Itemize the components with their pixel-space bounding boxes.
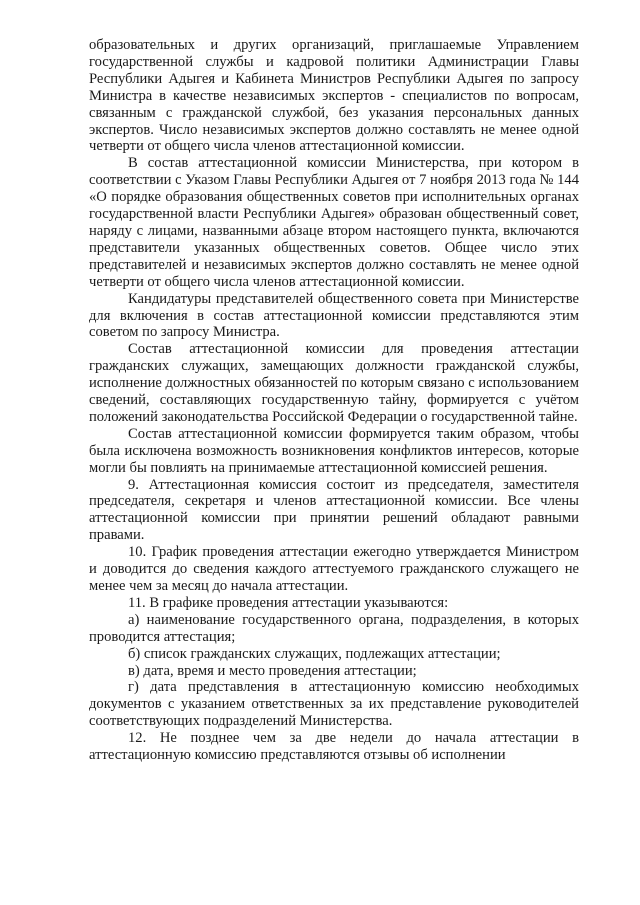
list-item-g: г) дата представления в аттестационную комиссию необходимых документов с указанием ответственных за их представление руководителей соответствующих подразделений Министерства. [89, 679, 579, 730]
list-item-b: б) список гражданских служащих, подлежащих аттестации; [128, 645, 501, 662]
list-item-a: а) наименование государственного органа, подразделения, в которых проводится аттестация; [89, 611, 579, 645]
paragraph-council-candidates: Кандидатуры представителей общественного совета при Министерстве для включения в состав аттестационной комиссии представляются этим советом по запросу Министра. [89, 290, 579, 341]
paragraph-independent-experts: образовательных и других организаций, приглашаемые Управлением государственной службы и кадровой политики Администрации Главы Республики Адыгея и Кабинета Министров Республики Адыгея по запросу Министра в качестве независимых экспертов - специалистов по вопросам, связанным с гражданской службой, без указания персональных данных экспертов. Число независимых экспертов должно составлять не менее одной четверти от общего числа членов аттестационной комиссии. [89, 37, 579, 155]
paragraph-public-council-members: В состав аттестационной комиссии Министерства, при котором в соответствии с Указом Главы Республики Адыгея от 7 ноября 2013 года № 144 «О порядке образования общественных советов при исполнительных органах государственной власти Республики Адыгея» образован общественный совет, наряду с лицами, названными абзаце втором настоящего пункта, включаются представители указанных общественных советов. Общее число этих представителей и независимых экспертов должно составлять не менее одной четверти от общего числа членов аттестационной комиссии. [89, 155, 579, 290]
paragraph-item-10: 10. График проведения аттестации ежегодно утверждается Министром и доводится до сведения каждого аттестуемого гражданского служащего не менее чем за месяц до начала аттестации. [89, 544, 579, 594]
document-body [89, 37, 579, 764]
list-item-v: в) дата, время и место проведения аттестации; [128, 662, 417, 679]
paragraph-item-11: 11. В графике проведения аттестации указываются: [128, 594, 449, 611]
paragraph-item-12: 12. Не позднее чем за две недели до начала аттестации в аттестационную комиссию представляются отзывы об исполнении [89, 730, 579, 764]
paragraph-conflict-of-interest: Состав аттестационной комиссии формируется таким образом, чтобы была исключена возможность возникновения конфликтов интересов, которые могли бы повлиять на принимаемые аттестационной комиссией решения. [89, 425, 579, 476]
paragraph-item-9: 9. Аттестационная комиссия состоит из председателя, заместителя председателя, секретаря и членов аттестационной комиссии. Все члены аттестационной комиссии при принятии решений обладают равными правами. [89, 476, 579, 544]
paragraph-state-secret-composition: Состав аттестационной комиссии для проведения аттестации гражданских служащих, замещающих должности гражданской службы, исполнение должностных обязанностей по которым связано с использованием сведений, составляющих государственную тайну, формируется с учётом положений законодательства Российской Федерации о государственной тайне. [89, 341, 579, 425]
